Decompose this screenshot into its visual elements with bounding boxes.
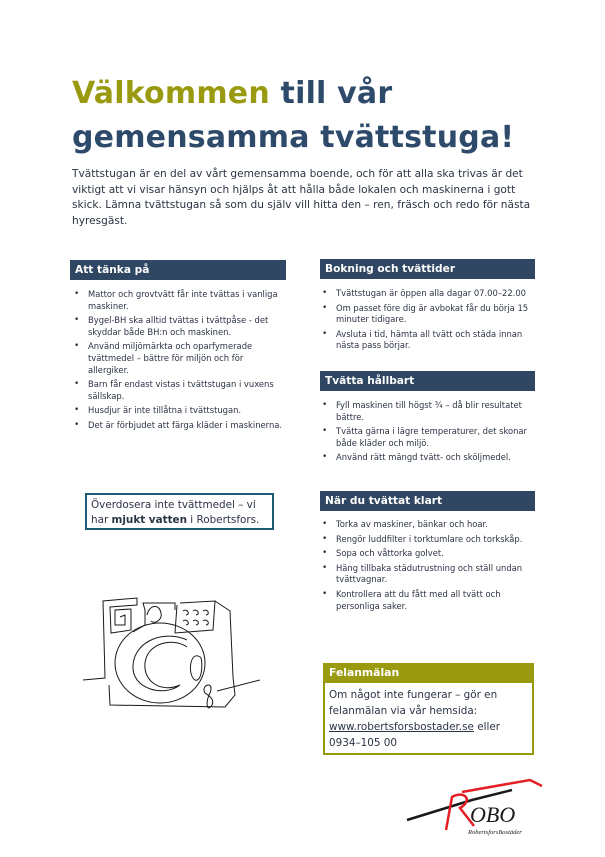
felanmalan-or: eller <box>473 721 501 733</box>
robo-logo <box>402 772 554 838</box>
list-item: • Husdjur är inte tillåtna i tvättstugan. <box>72 405 286 417</box>
section-heading-klart: När du tvättat klart <box>320 491 535 511</box>
title-line-1 <box>72 72 542 116</box>
list-item: • Använd rätt mängd tvätt- och sköljmedel. <box>320 452 534 464</box>
felanmalan-text <box>329 687 531 751</box>
website-link[interactable]: www.robertsforsbostader.se <box>329 721 474 733</box>
title-accent-word: Välkommen <box>72 76 270 111</box>
list-klart <box>320 519 534 615</box>
callout-text-after: i Robertsfors. <box>186 514 260 526</box>
list-item: • Det är förbjudet att färga kläder i maskinerna. <box>72 420 286 432</box>
list-item: • Torka av maskiner, bänkar och hoar. <box>320 519 534 531</box>
section-heading-bokning: Bokning och tvättider <box>320 259 535 279</box>
list-item: • Mattor och grovtvätt får inte tvättas i vanliga maskiner. <box>72 289 286 312</box>
list-item: • Fyll maskinen till högst ¾ – då blir resultatet bättre. <box>320 400 534 423</box>
page-title <box>72 72 542 160</box>
logo-red-stroke <box>462 780 542 792</box>
callout-bold: mjukt vatten <box>111 514 187 526</box>
list-item: • Avsluta i tid, hämta all tvätt och städa innan nästa pass börjar. <box>320 329 532 352</box>
list-item: • Tvätta gärna i lägre temperaturer, det skonar både kläder och miljö. <box>320 426 534 449</box>
section-heading-att-tanka: Att tänka på <box>70 260 286 280</box>
felanmalan-heading: Felanmälan <box>323 663 534 683</box>
title-rest: till vår <box>280 76 393 111</box>
intro-paragraph: Tvättstugan är en del av vårt gemensamma boende, och för att alla ska trivas är det viktigt att vi visar hänsyn och hjälps åt att hålla både lokalen och maskinerna i gott skick. Lämna tvättstugan så som du själv vill hitta den – ren, fräsch och redo för nästa hyresgäst. <box>72 168 531 227</box>
list-item: • Om passet före dig är avbokat får du börja 15 minuter tidigare. <box>320 303 532 326</box>
list-item: • Sopa och våttorka golvet. <box>320 548 534 560</box>
felanmalan-description: Om något inte fungerar – gör en felanmälan via vår hemsida: <box>329 689 498 717</box>
list-item: • Barn får endast vistas i tvättstugan i vuxens sällskap. <box>72 379 286 402</box>
list-item: • Rengör luddfilter i torktumlare och torkskåp. <box>320 534 534 546</box>
section-heading-hallbart: Tvätta hållbart <box>320 371 535 391</box>
list-item: • Tvättstugan är öppen alla dagar 07.00–22.00 <box>320 288 532 300</box>
list-hallbart <box>320 400 534 467</box>
list-item: • Kontrollera att du fått med all tvätt och personliga saker. <box>320 589 534 612</box>
callout-text-before: Överdosera inte tvättmedel – vi har <box>91 499 256 526</box>
washing-machine-illustration <box>75 585 260 715</box>
logo-wordmark: OBO <box>470 802 516 827</box>
list-item: • Bygel-BH ska alltid tvättas i tvättpåse - det skyddar både BH:n och maskinen. <box>72 315 286 338</box>
list-att-tanka <box>72 289 286 435</box>
callout-box <box>85 493 274 530</box>
phone-number: 0934–105 00 <box>329 737 397 749</box>
list-item: • Häng tillbaka städutrustning och ställ undan tvättvagnar. <box>320 563 534 586</box>
logo-subtitle: RobertsforsBostäder <box>468 829 522 836</box>
list-item: • Använd miljömärkta och oparfymerade tvättmedel – bättre för miljön och för allergiker. <box>72 341 286 376</box>
list-bokning <box>320 288 532 355</box>
title-line-2: gemensamma tvättstuga! <box>72 120 515 155</box>
